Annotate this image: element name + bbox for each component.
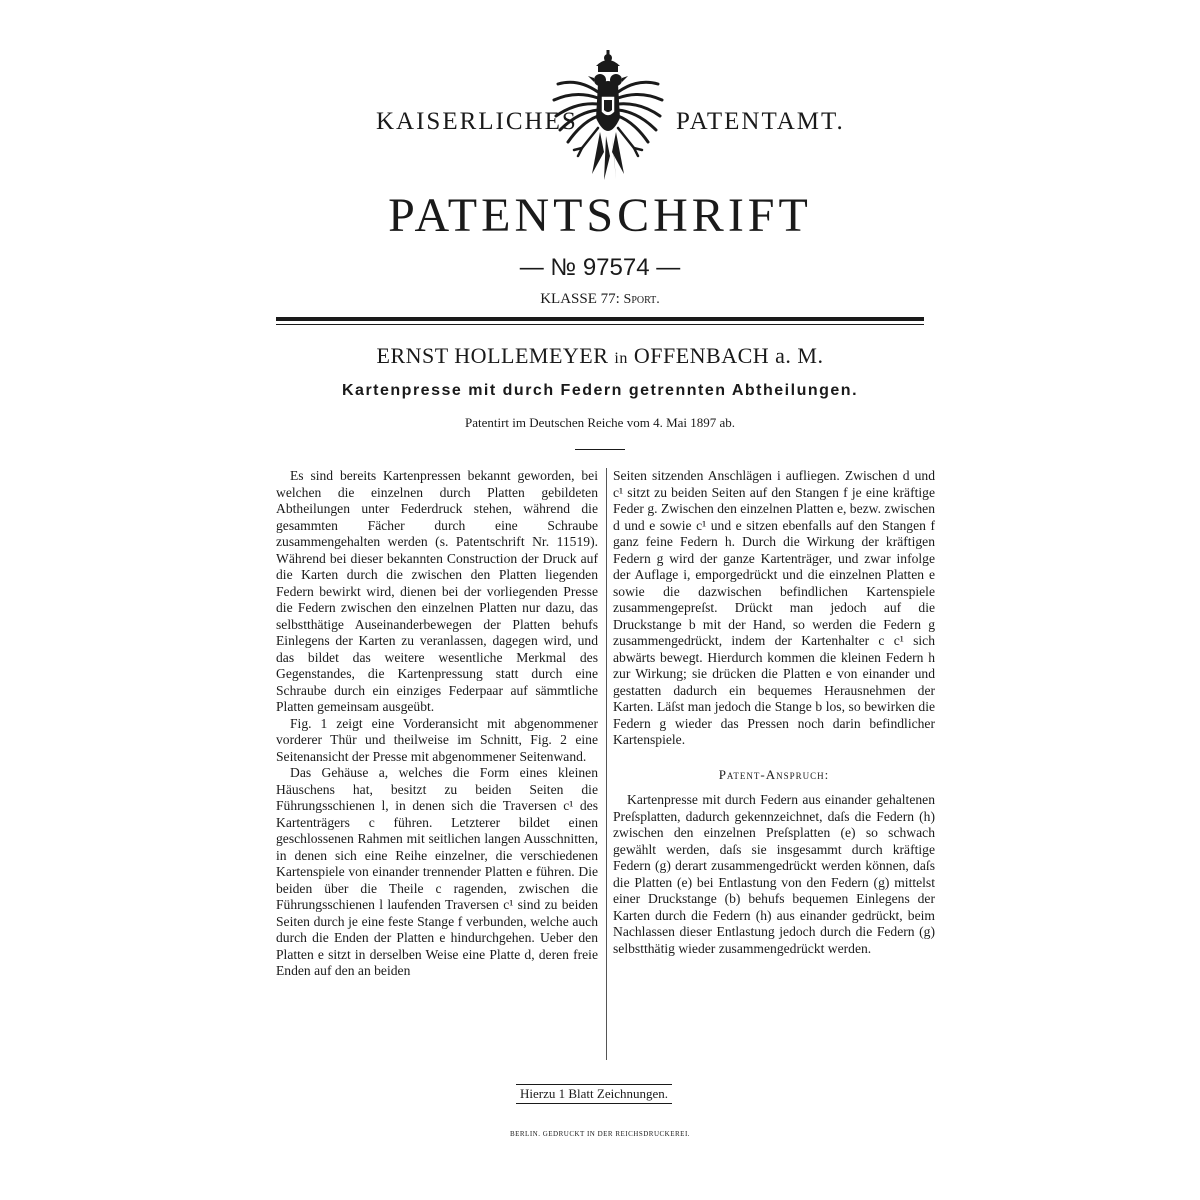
printer-imprint: BERLIN. GEDRUCKT IN DER REICHSDRUCKEREI. bbox=[509, 1130, 691, 1138]
header-divider-thick bbox=[276, 317, 924, 321]
inventor-suffix: a. M. bbox=[775, 343, 824, 368]
patent-class bbox=[0, 291, 1200, 308]
inventor-line bbox=[0, 343, 1200, 369]
body-column-left bbox=[276, 468, 598, 980]
body-paragraph: Es sind bereits Kartenpressen bekannt geworden, bei welchen die einzelnen durch Platten gebildeten Abtheilungen unter Federdruck stehen, während die gesammten Fächer durch eine Schraube zusammengehalten werden (s. Patentschrift Nr. 11519). Während bei dieser bekannten Construction der Druck auf die Karten durch die zwischen den Platten liegenden Federn bewirkt wird, dienen bei der vorliegenden Presse die Federn zwischen den einzelnen Platten nur dazu, das selbstthätige Auseinanderbewegen der Platten behufs Einlegens der Karten zu veranlassen, dagegen wird, und das bildet das weitere wesentliche Merkmal des Gegenstandes, die Kartenpressung statt durch eine Schraube durch ein einziges Federpaar auf sämmtliche Platten gemeinsam ausgeübt. bbox=[276, 468, 598, 714]
klasse-label: KLASSE 77: bbox=[540, 291, 620, 307]
imperial-eagle-icon bbox=[548, 48, 668, 198]
column-divider bbox=[606, 468, 607, 1060]
patent-number: — № 97574 — bbox=[519, 254, 681, 281]
body-paragraph: Das Gehäuse a, welches die Form eines kleinen Häuschens hat, besitzt zu beiden Seiten die Führungsschienen l, in denen sich die Traversen c¹ des Kartenträgers c führen. Letzterer bildet einen geschlossenen Rahmen mit seitlichen langen Ausschnitten, in denen sich eine Reihe einzelner, die verschiedenen Kartenspiele von einander trennender Platten e führen. Die beiden über die Theile c ragenden, zwischen die Führungsschienen l laufenden Traversen c¹ sind zu beiden Seiten durch je eine feste Stange f verbunden, welche auch durch die Enden der Platten e hindurchgehen. Ueber den Platten e sitzt in derselben Weise eine Platte d, deren freie Enden auf den an beiden bbox=[276, 765, 598, 978]
header-right-text: PATENTAMT. bbox=[676, 108, 845, 135]
body-paragraph: Fig. 1 zeigt eine Vorderansicht mit abgenommener vorderer Thür und theilweise im Schnitt, Fig. 2 eine Seitenansicht der Presse mit abgenommener Seitenwand. bbox=[276, 715, 598, 764]
inventor-place: OFFENBACH bbox=[633, 343, 770, 368]
header-divider-thin bbox=[276, 324, 924, 325]
header-left-text: KAISERLICHES bbox=[376, 108, 578, 135]
inventor-name: ERNST HOLLEMEYER bbox=[376, 343, 609, 368]
claim-heading: Patent-Anspruch: bbox=[718, 766, 830, 782]
body-paragraph: Seiten sitzenden Anschlägen i aufliegen. Zwischen d und c¹ sitzt zu beiden Seiten auf den Stangen f je eine kräftige Feder g. Zwischen den einzelnen Platten e, bezw. zwischen d und e sowie c¹ und e sitzen ebenfalls auf den Stangen f ganz feine Federn h. Durch die Wirkung der kräftigen Federn g wird der ganze Kartenträger, und zwar infolge der Auflage i, emporgedrückt und die einzelnen Platten e sowie die dazwischen befindlichen Kartenspiele zusammengepreſst. Drückt man jedoch auf die Druckstange b mit der Hand, so werden die Federn g zusammengedrückt, indem der Kartenhalter c c¹ sich abwärts bewegt. Hierdurch kommen die kleinen Federn h zur Wirkung; sie drücken die Platten e von einander und gestatten dadurch ein bequemes Herausnehmen der Karten. Läſst man jedoch die Stange b los, so bewirken die Federn g wieder das Pressen noch darin befindlicher Kartenspiele. bbox=[613, 468, 935, 747]
attachment-note: Hierzu 1 Blatt Zeichnungen. bbox=[516, 1084, 672, 1104]
patent-subject: Kartenpresse mit durch Federn getrennten Abtheilungen. bbox=[341, 382, 859, 399]
inventor-in: in bbox=[614, 350, 628, 367]
document-title: PATENTSCHRIFT bbox=[388, 189, 812, 242]
body-column-right bbox=[613, 468, 935, 957]
klasse-category: Sport. bbox=[623, 292, 660, 307]
patented-date: Patentirt im Deutschen Reiche vom 4. Mai 1897 ab. bbox=[464, 415, 736, 430]
claim-text: Kartenpresse mit durch Federn aus einander gehaltenen Preſsplatten, dadurch gekennzeichnet, daſs die Federn (h) zwischen den einzelnen Preſsplatten (e) so schwach gewählt werden, daſs sie insgesammt durch kräftige Federn (g) derart zusammengedrückt werden können, daſs die Platten (e) bei Entlastung von den Federn (g) mittelst einer Druckstange (b) behufs bequemen Einlegens der Karten durch die Federn (h) aus einander gedrückt, beim Nachlassen dieser Entlastung jedoch durch die Federn (g) selbstthätig wieder zusammengedrückt werden. bbox=[613, 792, 935, 956]
section-divider bbox=[575, 449, 625, 450]
